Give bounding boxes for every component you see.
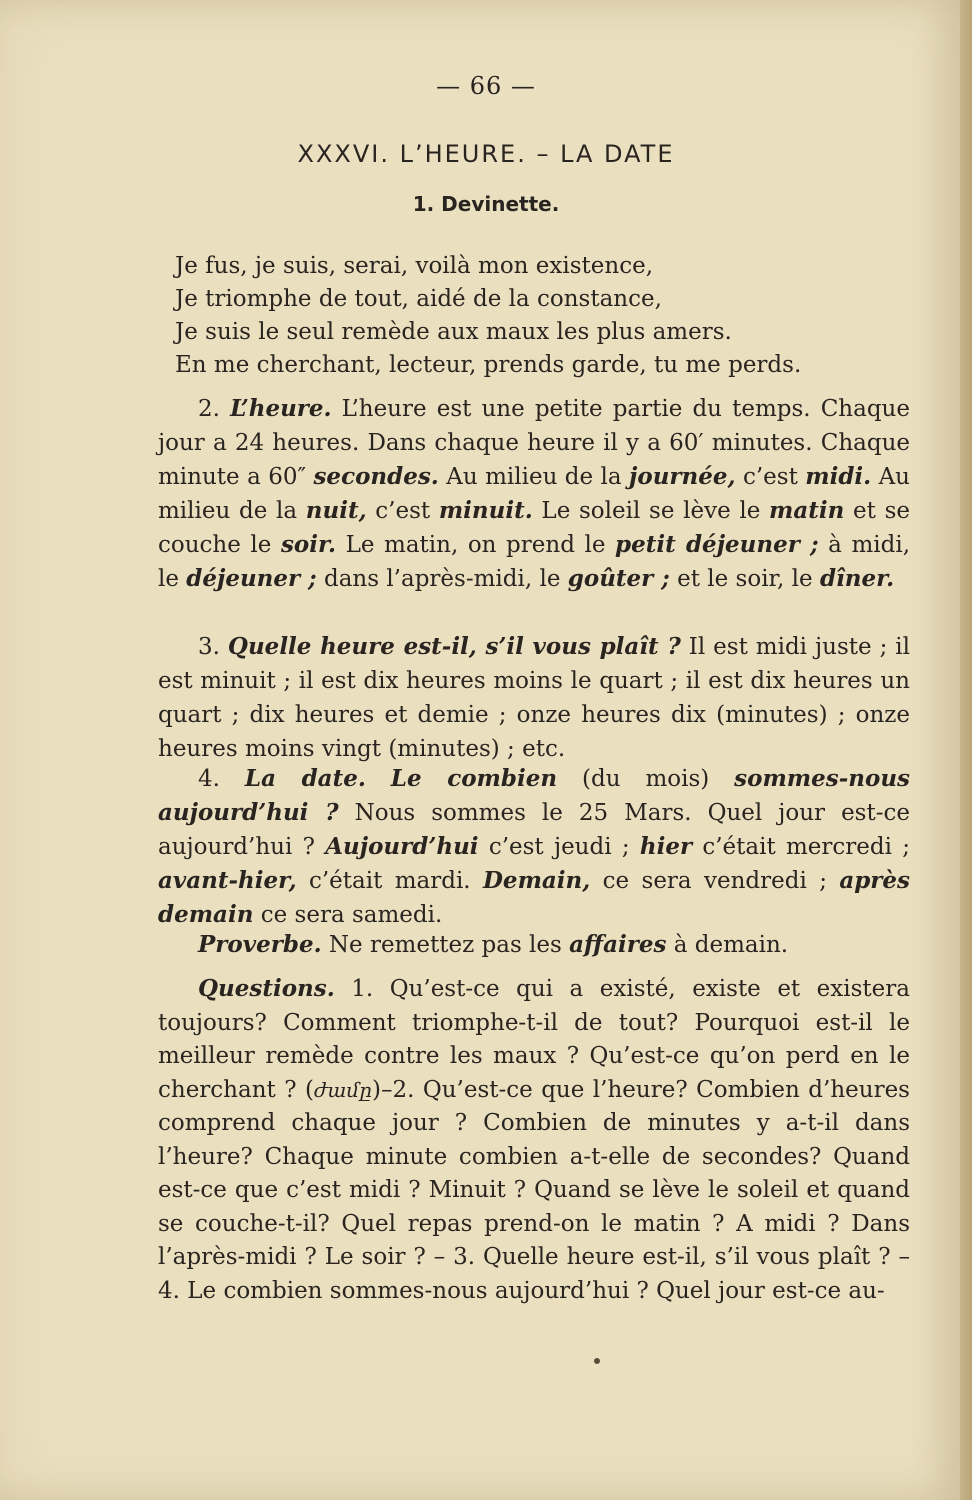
text: Il est midi juste ; il est minuit ; il est dix heures moins le quart ; il est dix heures un quart ; dix heures et demie ; onze heures dix (minutes) ; onze heures moins vingt (minutes) ; etc. <box>158 634 910 762</box>
keyword: Aujourd’hui <box>325 833 479 860</box>
paragraph-date <box>158 762 910 932</box>
keyword: matin <box>769 497 845 524</box>
keyword: Quelle heure est-il, s’il vous plaît ? <box>227 633 681 660</box>
text: ce sera vendredi ; <box>590 868 840 894</box>
keyword: L’heure. <box>230 395 332 422</box>
proverb <box>158 928 910 962</box>
keyword: minuit. <box>438 497 533 524</box>
keyword: Demain, <box>482 867 591 894</box>
ink-dot <box>594 1358 600 1364</box>
poem-line: Je triomphe de tout, aidé de la constance, <box>175 286 662 312</box>
text: (du mois) <box>557 766 735 792</box>
keyword: après demain <box>158 867 910 928</box>
paragraph-number: 4. <box>198 766 220 792</box>
text: ce sera samedi. <box>253 902 443 928</box>
text: )–2. Qu’est-ce que l’heure? Combien d’heures comprend chaque jour ? Combien de minutes y a-t-il dans l’heure? Chaque minute combien a-t-elle de secondes? Quand est-ce que c’est midi ? Minuit ? Quand se lève le soleil et quand se couche-t-il? Quel repas prend-on le matin ? A midi ? Dans l’après-midi ? Le soir ? – 3. Quelle heure est-il, s’il vous plaît ? – 4. Le combien sommes-nous aujourd’hui ? Quel jour est-ce au- <box>158 1076 910 1304</box>
page-number: — 66 — <box>436 72 536 100</box>
keyword: nuit, <box>305 497 367 524</box>
keyword: déjeuner ; <box>186 565 317 592</box>
chapter-title: XXXVI. L’HEURE. – LA DATE <box>297 140 675 168</box>
questions <box>158 972 910 1308</box>
keyword: midi. <box>805 463 872 490</box>
text: Le soleil se lève le <box>532 498 770 524</box>
keyword: Proverbe. <box>198 931 322 958</box>
paragraph-heure <box>158 392 910 596</box>
keyword: La date. <box>244 765 366 792</box>
text: à demain. <box>666 932 789 958</box>
paragraph-number: 3. <box>198 634 220 660</box>
paragraph-quelle-heure <box>158 630 910 766</box>
text: Nous sommes le 25 Mars. Quel jour est-ce aujourd’hui ? <box>158 800 910 860</box>
armenian-word: ժամը <box>313 1077 372 1102</box>
keyword: Questions. <box>198 975 335 1002</box>
text: et se couche le <box>158 498 911 558</box>
keyword: affaires <box>569 931 667 958</box>
text: Au milieu de la <box>438 464 630 490</box>
text: Ne remettez pas les <box>321 932 570 958</box>
keyword: dîner. <box>819 565 895 592</box>
page-edge <box>960 0 972 1500</box>
text: à midi, le <box>158 532 911 592</box>
keyword: sommes-nous aujourd’hui ? <box>158 765 910 826</box>
paragraph-number: 2. <box>198 396 220 422</box>
text: c’est jeudi ; <box>478 834 640 860</box>
text: c’était mardi. <box>296 868 483 894</box>
text: c’était mercredi ; <box>692 834 910 860</box>
keyword: secondes. <box>313 463 439 490</box>
text: dans l’après-midi, le <box>316 566 568 592</box>
keyword: petit déjeuner ; <box>615 531 819 558</box>
poem-line: Je suis le seul remède aux maux les plus amers. <box>175 319 732 345</box>
keyword: journée, <box>629 463 736 490</box>
keyword: Le combien <box>390 765 558 792</box>
section-heading-devinette: 1. Devinette. <box>412 192 560 216</box>
text: et le soir, le <box>669 566 820 592</box>
text: 1. Qu’est-ce qui a existé, existe et existera toujours? Comment triomphe-t-il de tout? Pourquoi est-il le meilleur remède contre les maux ? Qu’est-ce qu’on perd en le cherchant ? ( <box>158 976 910 1103</box>
text: L’heure est une petite partie du temps. Chaque jour a 24 heures. Dans chaque heure il y a 60′ minutes. Chaque minute a 60″ <box>158 396 910 490</box>
poem-line: Je fus, je suis, serai, voilà mon existence, <box>175 253 654 279</box>
riddle-poem <box>175 250 915 382</box>
keyword: soir. <box>280 531 336 558</box>
text: Le matin, on prend le <box>336 532 616 558</box>
text: Au milieu de la <box>158 464 910 524</box>
keyword: goûter ; <box>567 565 670 592</box>
keyword: hier <box>639 833 693 860</box>
text: c’est <box>735 464 806 490</box>
keyword: avant-hier, <box>158 867 297 894</box>
poem-line: En me cherchant, lecteur, prends garde, tu me perds. <box>175 352 802 378</box>
text: c’est <box>366 498 439 524</box>
